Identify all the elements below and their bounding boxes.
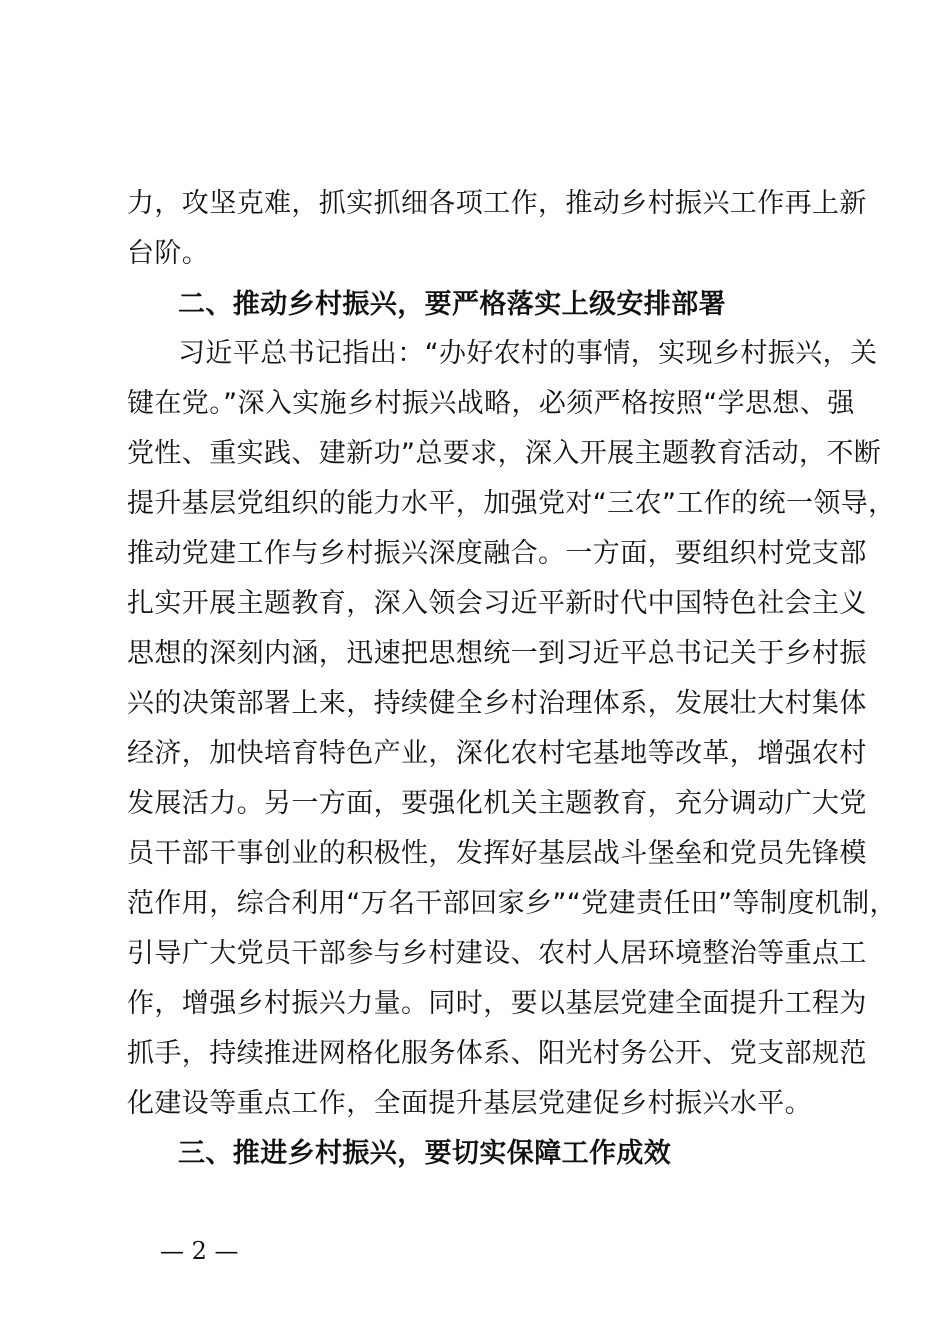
body-text-line: 提升基层党组织的能力水平，加强党对“三农”工作的统一领导， [127,488,896,519]
body-text-line: 台阶。 [127,238,210,269]
body-text-line: 党性、重实践、建新功”总要求，深入开展主题教育活动，不断 [127,438,882,469]
body-text-line: 推动党建工作与乡村振兴深度融合。一方面，要组织村党支部 [127,538,867,569]
body-text-line: 引导广大党员干部参与乡村建设、农村人居环境整治等重点工 [127,938,867,969]
section-heading: 二、推动乡村振兴，要严格落实上级安排部署 [178,289,726,320]
body-text-line: 抓手，持续推进网格化服务体系、阳光村务公开、党支部规范 [127,1038,867,1069]
body-text-line: 范作用，综合利用“万名干部回家乡”“党建责任田”等制度机制， [127,888,897,919]
body-text-line: 员干部干事创业的积极性，发挥好基层战斗堡垒和党员先锋模 [127,838,867,869]
section-heading: 三、推进乡村振兴，要切实保障工作成效 [178,1138,672,1169]
body-text-line: 思想的深刻内涵，迅速把思想统一到习近平总书记关于乡村振 [127,638,867,669]
body-text-line: 作，增强乡村振兴力量。同时，要以基层党建全面提升工程为 [127,988,867,1019]
body-text-line: 化建设等重点工作，全面提升基层党建促乡村振兴水平。 [127,1088,812,1119]
page-number: — 2 — [160,1237,239,1265]
body-text-line: 键在党。”深入实施乡村振兴战略，必须严格按照“学思想、强 [127,388,855,419]
body-text-line: 发展活力。另一方面，要强化机关主题教育，充分调动广大党 [127,788,867,819]
body-text-line: 经济，加快培育特色产业，深化农村宅基地等改革，增强农村 [127,738,867,769]
body-text-line: 扎实开展主题教育，深入领会习近平新时代中国特色社会主义 [127,588,867,619]
body-text-line: 力，攻坚克难，抓实抓细各项工作，推动乡村振兴工作再上新 [127,188,867,219]
body-text-line: 兴的决策部署上来，持续健全乡村治理体系，发展壮大村集体 [127,688,867,719]
paragraph-first-line: 习近平总书记指出：“办好农村的事情，实现乡村振兴，关 [178,338,878,369]
